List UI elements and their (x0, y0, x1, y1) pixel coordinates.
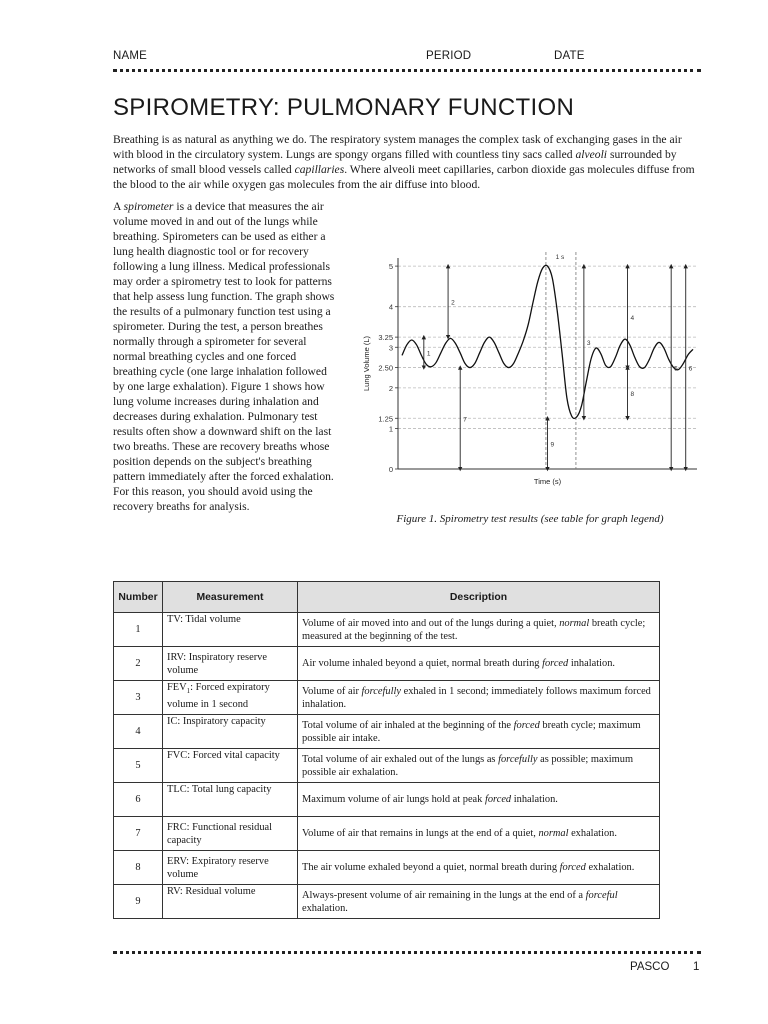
y-tick-label: 0 (388, 465, 393, 474)
row-measurement: RV: Residual volume (163, 885, 298, 919)
col-header-description: Description (298, 582, 660, 613)
chart-svg (355, 248, 705, 488)
name-label: NAME (113, 50, 148, 62)
annotation-label: 1 (426, 350, 431, 358)
annotation-label: 4 (630, 314, 635, 322)
row-number: 2 (114, 647, 163, 681)
y-axis-label: Lung Volume (L) (362, 335, 371, 392)
row-description: Maximum volume of air lungs hold at peak forced inhalation. (298, 783, 660, 817)
annotation-label: 6 (688, 365, 693, 373)
intro-paragraph: Breathing is as natural as anything we do. The respiratory system manages the complex task of exchanging gases in the air with blood in the circulatory system. Lungs are spongy organs filled with countless tiny sacs called alveoli surrounded by networks of small blood vessels called capillaries. Where alveoli meet capillaries, carbon dioxide gas molecules diffuse from the blood to the air while oxygen gas molecules from the air diffuse into blood. (113, 133, 695, 191)
row-number: 7 (114, 817, 163, 851)
annotation-label: 2 (451, 299, 455, 307)
table-row (114, 749, 660, 783)
figure-caption: Figure 1. Spirometry test results (see table for graph legend) (396, 513, 664, 525)
row-number: 4 (114, 715, 163, 749)
row-number: 5 (114, 749, 163, 783)
row-number: 3 (114, 681, 163, 715)
row-description: Always-present volume of air remaining in the lungs at the end of a forceful exhalation. (298, 885, 660, 919)
row-measurement: FRC: Functional residual capacity (163, 817, 298, 851)
table-row (114, 885, 660, 919)
table-row (114, 647, 660, 681)
row-measurement: FVC: Forced vital capacity (163, 749, 298, 783)
annotation-label: 9 (550, 441, 555, 449)
table-row (114, 817, 660, 851)
row-number: 8 (114, 851, 163, 885)
row-description: Volume of air moved into and out of the lungs during a quiet, normal breath cycle; measured at the beginning of the test. (298, 613, 660, 647)
y-tick-label: 3.25 (378, 333, 393, 343)
annotation-label: 5 (674, 365, 678, 373)
row-measurement: $FEV_1$: Forced expiratory volume in 1 second (163, 681, 298, 715)
row-measurement: ERV: Expiratory reserve volume (163, 851, 298, 885)
row-measurement: IRV: Inspiratory reserve volume (163, 647, 298, 681)
row-description: The air volume exhaled beyond a quiet, normal breath during forced exhalation. (298, 851, 660, 885)
y-tick-label: 1.25 (378, 414, 393, 424)
row-description: Volume of air forcefully exhaled in 1 second; immediately follows maximum forced inhalation. (298, 681, 660, 715)
footer-brand: PASCO (630, 961, 670, 973)
measurement-table (113, 581, 660, 919)
annotation-label: 3 (586, 340, 591, 348)
page-number: 1 (693, 961, 700, 973)
spirometer-paragraph: A spirometer is a device that measures the air volume moved in and out of the lungs while breathing. Spirometers can be used as either a lung health diagnostic tool or for recovery following a lung illness. Medical professionals may order a spirometry test to look for patterns that help assess lung function. The graph shows the results of a pulmonary function test using a spirometer. During the test, a person breathes normally through a spirometer for several normal breathing cycles and one forced breathing cycle (one large inhalation followed by one large exhalation). Figure 1 shows how lung volume increases during inhalation and decreases during exhalation. Pulmonary test results often show a downward shift on the last two breaths. These are recovery breaths whose position depends on the subject's breathing pattern immediately after the forced exhalation. For this reason, you should avoid using the recovery breaths for analysis. (113, 200, 335, 513)
annotation-label: 7 (463, 416, 467, 424)
interval-label: 1 s (555, 254, 565, 261)
row-number: 6 (114, 783, 163, 817)
table-header-row (114, 582, 660, 613)
table-row (114, 783, 660, 817)
x-axis-label: Time (s) (533, 477, 562, 486)
row-description: Total volume of air inhaled at the beginning of the forced breath cycle; maximum possible air intake. (298, 715, 660, 749)
col-header-number: Number (114, 582, 163, 613)
annotation-label: 8 (630, 390, 635, 398)
y-tick-label: 4 (388, 302, 393, 312)
row-description: Air volume inhaled beyond a quiet, normal breath during forced inhalation. (298, 647, 660, 681)
lung-volume-line (402, 265, 693, 418)
row-measurement: TLC: Total lung capacity (163, 783, 298, 817)
y-tick-label: 1 (388, 424, 393, 434)
footer (113, 961, 701, 975)
table-row (114, 851, 660, 885)
y-tick-label: 2.50 (378, 363, 393, 373)
period-label: PERIOD (426, 50, 472, 62)
y-tick-label: 5 (388, 262, 393, 272)
row-measurement: IC: Inspiratory capacity (163, 715, 298, 749)
y-tick-label: 3 (388, 343, 393, 353)
table-row (114, 681, 660, 715)
row-description: Volume of air that remains in lungs at the end of a quiet, normal exhalation. (298, 817, 660, 851)
spirometry-chart (355, 248, 705, 488)
header-divider (113, 69, 701, 72)
row-description: Total volume of air exhaled out of the lungs as forcefully as possible; maximum possible air exhalation. (298, 749, 660, 783)
footer-divider (113, 951, 701, 954)
table-row (114, 613, 660, 647)
y-tick-label: 2 (388, 383, 393, 393)
header-fields (113, 50, 701, 66)
row-number: 9 (114, 885, 163, 919)
col-header-measurement: Measurement (163, 582, 298, 613)
page-title: SPIROMETRY: PULMONARY FUNCTION (113, 94, 575, 121)
table-row (114, 715, 660, 749)
row-number: 1 (114, 613, 163, 647)
date-label: DATE (554, 50, 585, 62)
row-measurement: TV: Tidal volume (163, 613, 298, 647)
